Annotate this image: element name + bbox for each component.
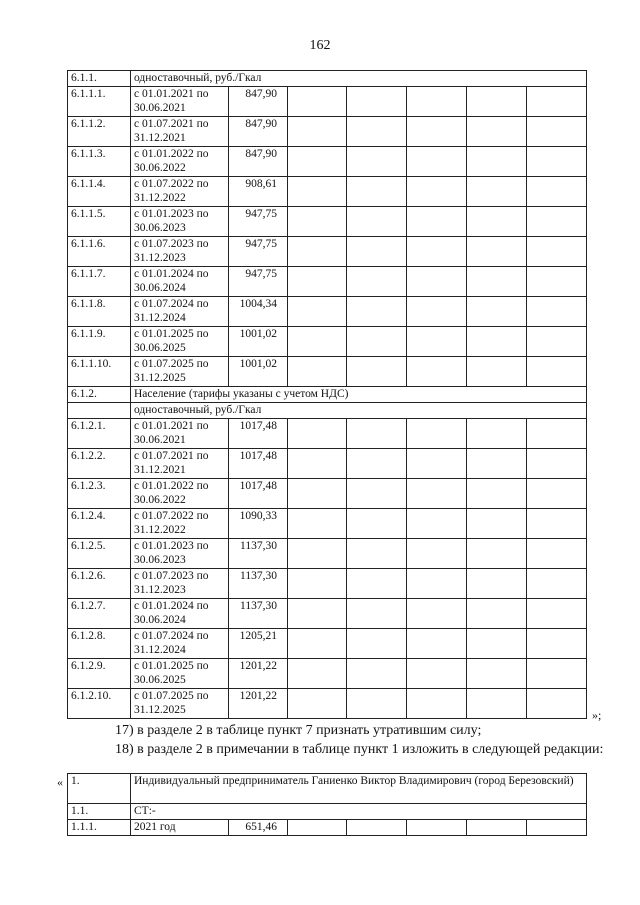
- period-line: с 01.07.2023 по: [134, 238, 209, 250]
- period-line: с 01.01.2022 по: [134, 480, 209, 492]
- empty-cell: [467, 177, 527, 207]
- tariff-value: 1001,02: [229, 357, 288, 387]
- table-row: [68, 479, 587, 509]
- empty-cell: [347, 207, 407, 237]
- period-cell: [131, 659, 229, 689]
- empty-cell: [288, 599, 347, 629]
- table-row: [68, 327, 587, 357]
- period-line: с 01.01.2023 по: [134, 540, 209, 552]
- section-row: [68, 804, 587, 820]
- empty-cell: [467, 539, 527, 569]
- tariff-value: 651,46: [229, 820, 288, 836]
- section-row: [68, 774, 587, 804]
- empty-cell: [467, 689, 527, 719]
- period-cell: [131, 689, 229, 719]
- table-row: [68, 449, 587, 479]
- table-row: [68, 177, 587, 207]
- tariff-value: 947,75: [229, 207, 288, 237]
- row-code: 6.1.2.10.: [68, 689, 131, 719]
- empty-cell: [527, 87, 587, 117]
- empty-cell: [288, 479, 347, 509]
- empty-cell: [288, 297, 347, 327]
- empty-cell: [288, 509, 347, 539]
- row-heading: Население (тарифы указаны с учетом НДС): [131, 387, 587, 403]
- empty-cell: [467, 327, 527, 357]
- table-row: [68, 87, 587, 117]
- empty-cell: [347, 479, 407, 509]
- tariff-value: 1090,33: [229, 509, 288, 539]
- empty-cell: [347, 539, 407, 569]
- empty-cell: [527, 117, 587, 147]
- tariff-value: 1137,30: [229, 569, 288, 599]
- period-line: 30.06.2022: [134, 162, 186, 174]
- empty-cell: [527, 509, 587, 539]
- table-row: [68, 659, 587, 689]
- empty-cell: [527, 267, 587, 297]
- period-line: с 01.01.2021 по: [134, 420, 209, 432]
- table-row: [68, 207, 587, 237]
- empty-cell: [527, 449, 587, 479]
- empty-cell: [467, 207, 527, 237]
- empty-cell: [527, 539, 587, 569]
- empty-cell: [527, 237, 587, 267]
- period-cell: [131, 539, 229, 569]
- empty-cell: [527, 297, 587, 327]
- tariff-value: 1017,48: [229, 449, 288, 479]
- empty-cell: [347, 237, 407, 267]
- section-row: [68, 71, 587, 87]
- empty-cell: [467, 357, 527, 387]
- period-line: с 01.01.2025 по: [134, 328, 209, 340]
- empty-cell: [347, 147, 407, 177]
- tariff-value: 1137,30: [229, 599, 288, 629]
- empty-cell: [288, 629, 347, 659]
- period-cell: [131, 267, 229, 297]
- empty-cell: [467, 479, 527, 509]
- period-line: 30.06.2024: [134, 282, 186, 294]
- empty-cell: [407, 357, 467, 387]
- period-line: с 01.01.2022 по: [134, 148, 209, 160]
- empty-cell: [347, 659, 407, 689]
- tariff-value: 947,75: [229, 237, 288, 267]
- empty-cell: [407, 569, 467, 599]
- tariff-value: 1137,30: [229, 539, 288, 569]
- empty-cell: [527, 327, 587, 357]
- empty-cell: [407, 419, 467, 449]
- paragraph-18: 18) в разделе 2 в примечании в таблице пункт 1 изложить в следующей редакции:: [115, 742, 604, 757]
- empty-cell: [467, 297, 527, 327]
- page-number: 162: [309, 38, 331, 53]
- empty-cell: [288, 207, 347, 237]
- empty-cell: [347, 509, 407, 539]
- period-line: 31.12.2022: [134, 192, 186, 204]
- empty-cell: [407, 449, 467, 479]
- empty-cell: [467, 87, 527, 117]
- period-cell: [131, 509, 229, 539]
- empty-cell: [407, 820, 467, 836]
- period-cell: [131, 207, 229, 237]
- period-line: 30.06.2025: [134, 674, 186, 686]
- row-code: 6.1.1.4.: [68, 177, 131, 207]
- table-row: [68, 357, 587, 387]
- tariff-value: 947,75: [229, 267, 288, 297]
- empty-cell: [527, 207, 587, 237]
- period-cell: [131, 177, 229, 207]
- period-cell: [131, 237, 229, 267]
- period-line: 30.06.2022: [134, 494, 186, 506]
- period-line: с 01.01.2021 по: [134, 88, 209, 100]
- empty-cell: [347, 629, 407, 659]
- row-code: 6.1.1.: [68, 71, 131, 87]
- empty-cell: [467, 267, 527, 297]
- period-line: с 01.07.2022 по: [134, 510, 209, 522]
- empty-cell: [407, 297, 467, 327]
- empty-cell: [527, 659, 587, 689]
- row-heading: Индивидуальный предприниматель Ганиенко Виктор Владимирович (город Березовский): [131, 774, 587, 804]
- table-row: [68, 297, 587, 327]
- row-code: 6.1.1.9.: [68, 327, 131, 357]
- row-code: 1.: [68, 774, 131, 804]
- period-line: 31.12.2023: [134, 252, 186, 264]
- paragraph-17: 17) в разделе 2 в таблице пункт 7 признать утратившим силу;: [115, 723, 482, 738]
- period-line: 30.06.2023: [134, 554, 186, 566]
- empty-cell: [347, 327, 407, 357]
- empty-cell: [467, 117, 527, 147]
- row-code: 6.1.2.6.: [68, 569, 131, 599]
- period-line: с 01.07.2023 по: [134, 570, 209, 582]
- empty-cell: [407, 479, 467, 509]
- empty-cell: [467, 569, 527, 599]
- empty-cell: [347, 117, 407, 147]
- empty-cell: [347, 267, 407, 297]
- empty-cell: [288, 327, 347, 357]
- empty-cell: [527, 689, 587, 719]
- tariff-value: 908,61: [229, 177, 288, 207]
- row-code: 6.1.1.6.: [68, 237, 131, 267]
- empty-cell: [407, 147, 467, 177]
- empty-cell: [347, 87, 407, 117]
- closing-quote-mark: »;: [592, 708, 602, 722]
- provider-tariff-table: [67, 773, 587, 836]
- empty-cell: [288, 689, 347, 719]
- empty-cell: [467, 629, 527, 659]
- period-cell: [131, 449, 229, 479]
- period-line: с 01.07.2021 по: [134, 450, 209, 462]
- table-row: [68, 237, 587, 267]
- row-code: 6.1.1.2.: [68, 117, 131, 147]
- empty-cell: [527, 177, 587, 207]
- empty-cell: [288, 147, 347, 177]
- table-row: [68, 509, 587, 539]
- tariff-value: 1205,21: [229, 629, 288, 659]
- row-code: 6.1.2.5.: [68, 539, 131, 569]
- period-line: с 01.01.2024 по: [134, 600, 209, 612]
- tariff-value: 1201,22: [229, 659, 288, 689]
- empty-cell: [407, 267, 467, 297]
- empty-cell: [527, 479, 587, 509]
- row-code: 6.1.2.4.: [68, 509, 131, 539]
- row-code: 6.1.1.5.: [68, 207, 131, 237]
- section-row: [68, 387, 587, 403]
- period-line: 30.06.2024: [134, 614, 186, 626]
- table-row: [68, 419, 587, 449]
- empty-cell: [407, 689, 467, 719]
- table-row: [68, 117, 587, 147]
- period-line: 30.06.2023: [134, 222, 186, 234]
- period-line: 31.12.2023: [134, 584, 186, 596]
- empty-cell: [288, 237, 347, 267]
- period-line: с 01.07.2024 по: [134, 298, 209, 310]
- tariff-value: 1001,02: [229, 327, 288, 357]
- empty-cell: [288, 659, 347, 689]
- empty-cell: [347, 419, 407, 449]
- empty-cell: [407, 539, 467, 569]
- empty-cell: [527, 357, 587, 387]
- row-heading: СТ:-: [131, 804, 587, 820]
- empty-cell: [407, 117, 467, 147]
- section-row: [68, 403, 587, 419]
- empty-cell: [288, 267, 347, 297]
- tariff-table: [67, 70, 587, 719]
- tariff-value: 1004,34: [229, 297, 288, 327]
- row-code: 6.1.2.3.: [68, 479, 131, 509]
- row-code: 6.1.2.8.: [68, 629, 131, 659]
- empty-cell: [288, 87, 347, 117]
- period-line: с 01.01.2023 по: [134, 208, 209, 220]
- period-line: 30.06.2021: [134, 434, 186, 446]
- period-cell: [131, 569, 229, 599]
- empty-cell: [288, 569, 347, 599]
- empty-cell: [407, 237, 467, 267]
- period-cell: [131, 599, 229, 629]
- tariff-value: 847,90: [229, 117, 288, 147]
- empty-cell: [467, 147, 527, 177]
- period-line: 31.12.2021: [134, 132, 186, 144]
- empty-cell: [407, 327, 467, 357]
- period-line: с 01.07.2025 по: [134, 690, 209, 702]
- period-line: 31.12.2025: [134, 704, 186, 716]
- empty-cell: [347, 569, 407, 599]
- table-row: [68, 539, 587, 569]
- empty-cell: [347, 599, 407, 629]
- table-row: [68, 629, 587, 659]
- empty-cell: [467, 659, 527, 689]
- table-row: [68, 599, 587, 629]
- table-row: [68, 689, 587, 719]
- tariff-value: 1017,48: [229, 479, 288, 509]
- row-code: 6.1.1.8.: [68, 297, 131, 327]
- period-cell: [131, 820, 229, 836]
- empty-cell: [527, 419, 587, 449]
- empty-cell: [407, 177, 467, 207]
- empty-cell: [467, 237, 527, 267]
- period-line: 31.12.2021: [134, 464, 186, 476]
- empty-cell: [467, 449, 527, 479]
- period-line: 2021 год: [134, 821, 176, 833]
- tariff-value: 1201,22: [229, 689, 288, 719]
- period-line: с 01.01.2025 по: [134, 660, 209, 672]
- opening-quote-mark: «: [57, 775, 63, 789]
- empty-cell: [467, 509, 527, 539]
- empty-cell: [347, 357, 407, 387]
- period-line: 30.06.2021: [134, 102, 186, 114]
- row-code: 6.1.1.10.: [68, 357, 131, 387]
- row-code: 6.1.2.7.: [68, 599, 131, 629]
- table-row: [68, 569, 587, 599]
- empty-cell: [347, 820, 407, 836]
- row-code: 6.1.1.1.: [68, 87, 131, 117]
- row-code: [68, 403, 131, 419]
- empty-cell: [347, 689, 407, 719]
- empty-cell: [407, 87, 467, 117]
- empty-cell: [467, 820, 527, 836]
- empty-cell: [288, 177, 347, 207]
- tariff-value: 847,90: [229, 87, 288, 117]
- row-heading: одноставочный, руб./Гкал: [131, 403, 587, 419]
- row-code: 6.1.2.2.: [68, 449, 131, 479]
- row-code: 6.1.2.1.: [68, 419, 131, 449]
- period-line: 31.12.2024: [134, 312, 186, 324]
- empty-cell: [527, 569, 587, 599]
- empty-cell: [288, 419, 347, 449]
- empty-cell: [407, 509, 467, 539]
- period-cell: [131, 117, 229, 147]
- period-line: 30.06.2025: [134, 342, 186, 354]
- empty-cell: [407, 659, 467, 689]
- empty-cell: [527, 147, 587, 177]
- empty-cell: [527, 820, 587, 836]
- empty-cell: [288, 820, 347, 836]
- row-code: 6.1.2.9.: [68, 659, 131, 689]
- empty-cell: [467, 419, 527, 449]
- empty-cell: [467, 599, 527, 629]
- table-row: [68, 147, 587, 177]
- empty-cell: [288, 357, 347, 387]
- tariff-value: 847,90: [229, 147, 288, 177]
- row-code: 6.1.1.3.: [68, 147, 131, 177]
- row-heading: одноставочный, руб./Гкал: [131, 71, 587, 87]
- tariff-value: 1017,48: [229, 419, 288, 449]
- row-code: 6.1.2.: [68, 387, 131, 403]
- table-row: [68, 820, 587, 836]
- period-cell: [131, 147, 229, 177]
- empty-cell: [347, 449, 407, 479]
- period-line: 31.12.2025: [134, 372, 186, 384]
- period-cell: [131, 327, 229, 357]
- empty-cell: [347, 177, 407, 207]
- empty-cell: [407, 599, 467, 629]
- empty-cell: [527, 599, 587, 629]
- period-line: с 01.07.2022 по: [134, 178, 209, 190]
- row-code: 6.1.1.7.: [68, 267, 131, 297]
- period-cell: [131, 87, 229, 117]
- period-cell: [131, 629, 229, 659]
- empty-cell: [527, 629, 587, 659]
- empty-cell: [407, 207, 467, 237]
- empty-cell: [407, 629, 467, 659]
- period-cell: [131, 479, 229, 509]
- period-cell: [131, 297, 229, 327]
- empty-cell: [288, 449, 347, 479]
- empty-cell: [347, 297, 407, 327]
- table-row: [68, 267, 587, 297]
- period-line: с 01.01.2024 по: [134, 268, 209, 280]
- empty-cell: [288, 117, 347, 147]
- period-line: с 01.07.2024 по: [134, 630, 209, 642]
- row-code: 1.1.: [68, 804, 131, 820]
- period-line: с 01.07.2021 по: [134, 118, 209, 130]
- period-line: 31.12.2024: [134, 644, 186, 656]
- empty-cell: [288, 539, 347, 569]
- period-line: с 01.07.2025 по: [134, 358, 209, 370]
- period-cell: [131, 419, 229, 449]
- row-code: 1.1.1.: [68, 820, 131, 836]
- period-line: 31.12.2022: [134, 524, 186, 536]
- period-cell: [131, 357, 229, 387]
